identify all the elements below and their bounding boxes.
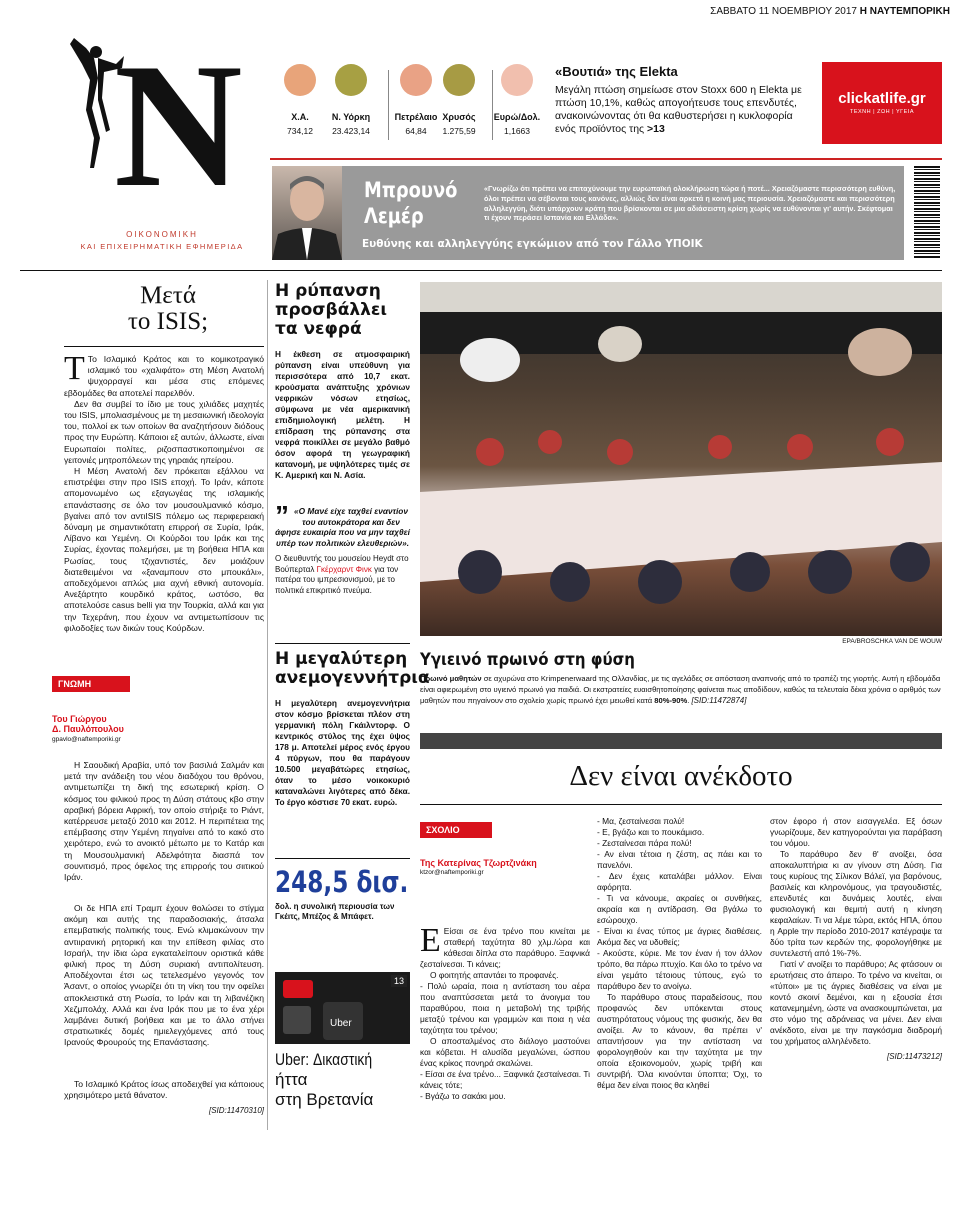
uber-title-1: Uber: Δικαστική	[275, 1050, 373, 1069]
pollution-story	[275, 282, 410, 481]
uber-title-2: ήττα	[275, 1070, 308, 1089]
quote-mark-icon: ”	[275, 500, 289, 531]
market-value: 1.275,59	[442, 126, 476, 136]
paper-name: Η ΝΑΥΤΕΜΠΟΡΙΚΗ	[859, 6, 950, 17]
comment-p: - Αν είναι τέτοια η ζέστη, ας πάει και το πανελόνι.	[597, 849, 762, 870]
logo	[62, 26, 262, 259]
date-line	[680, 6, 950, 17]
market-ticker	[265, 60, 550, 144]
comment-p: - Είναι κι ένας τύπος με άγριες διαθέσεις. Ακόμα δες να υδυθείς;	[597, 926, 762, 947]
uber-photo[interactable]	[275, 972, 410, 1044]
clickatlife-ad[interactable]	[822, 62, 942, 144]
phone-apps-icon	[275, 972, 410, 1044]
photo-caption-text: σε αχυρώνα στο Krimpenerwaard της Ολλανδίας, με τις αγελάδες σε απόσταση αναπνοής από το τραπέζι της γιορτής. Αυτή η εβδομάδα είναι αφιερωμένη στο υγιεινό πρωινό για παιδιά. Οι εκστρατείες ευαισθητοποίησης φαίνεται πως αποδίδουν, καθώς τα τελευταία δέκα χρόνια ο αριθμός των μαθητών που πηγαίνουν στο σχολείο χωρίς πρωινό έχει μειωθεί κατά	[420, 674, 941, 705]
opinion-body-bottom	[64, 760, 264, 1117]
logo-subtitle-2: ΚΑΙ ΕΠΙΧΕΙΡΗΜΑΤΙΚΗ ΕΦΗΜΕΡΙΔΑ	[80, 242, 244, 251]
comment-p: - Μα, ζεσταίνεσαι πολύ!	[597, 816, 685, 826]
opinion-p6: Το Ισλαμικό Κράτος ίσως αποδειχθεί για κάποιους χρησιμότερο μετά θάνατον.	[64, 1079, 264, 1101]
comment-p: Είσαι σε ένα τρένο που κινείται με σταθερή ταχύτητα 80 χλμ./ώρα και κάθεσαι δίπλα στο παράθυρο. Ξαφνικά ζεσταίνεσαι. Τι κάνεις;	[420, 926, 590, 969]
photo-caption-bold-2: 80%-90%	[654, 696, 688, 705]
top-story	[555, 64, 810, 136]
market-name: Ευρώ/Δολ.	[493, 112, 541, 122]
fink-quote	[275, 500, 410, 596]
interview-quote: «Γνωρίζω ότι πρέπει να επιταχύνουμε την ευρωπαϊκή ολοκλήρωση τώρα ή ποτέ... Χρειαζόμαστε περισσότερη ευθύνη, όλοι πρέπει να σέβονται τους κανόνες, αλλιώς δεν είναι αρκετά η κοινή μας περιουσία. Χρειαζόμαστε και περισσότερη αλληλεγγύη, διότι υπάρχουν κράτη που βρίσκονται σε μια αδιάσειστη κρίση χωρίς να ευθύνονται γι' αυτήν. Σκέφτομαι τι έχουν περάσει Ισπανία και Ελλάδα».	[484, 184, 896, 223]
top-story-body	[555, 84, 810, 136]
comment-p: - Τι να κάνουμε, ακραίες οι συνθήκες, ακραία και η αντίδραση. Θα βγάλω το εσώρουχο.	[597, 893, 762, 925]
photo-caption-bold: Πρωινό μαθητών	[420, 674, 482, 683]
interview-name-2: Λεμέρ	[364, 204, 424, 228]
photo-title: Υγιεινό πρωινό στη φύση	[420, 650, 635, 670]
comment-p: - Ζεσταίνεσαι πάρα πολύ!	[597, 838, 692, 848]
uber-headline[interactable]	[275, 1050, 410, 1110]
comment-p: Ο φοιτητής απαντάει το προφανές.	[430, 970, 559, 980]
opinion-sid: [SID:11470310]	[208, 1106, 264, 1116]
svg-text:Uber: Uber	[330, 1018, 352, 1029]
comment-p: - Δεν έχεις καταλάβει μάλλον. Είναι αφόρητα.	[597, 871, 762, 892]
up-arrow-icon	[501, 64, 533, 96]
comment-p: - Είσαι σε ένα τρένο... Ξαφνικά ζεσταίνεσαι. Τι κάνεις τότε;	[420, 1069, 590, 1090]
market-name: Χρυσός	[442, 112, 476, 122]
opinion-author-2: Δ. Παυλόπουλου	[52, 724, 124, 734]
uber-title-3: στη Βρετανία	[275, 1090, 374, 1109]
photo-caption: Πρωινό μαθητών σε αχυρώνα στο Krimpenerwaard της Ολλανδίας, με τις αγελάδες σε απόσταση αναπνοής από το τραπέζι της γιορτής. Αυτή η εβδομάδα είναι αφιερωμένη στο υγιεινό πρωινό για παιδιά. Οι εκστρατείες ευαισθητοποίησης φαίνεται πως αποδίδουν, καθώς τα τελευταία δέκα χρόνια ο αριθμός των μαθητών που πηγαίνουν στο σχολείο χωρίς πρωινό έχει μειωθεί κατά 80%-90%. [SID:11472874]	[420, 674, 941, 705]
comment-label: ΣΧΟΛΙΟ	[420, 822, 492, 838]
interview-banner	[272, 166, 904, 260]
wealth-box	[275, 866, 410, 922]
comment-p: - Ε, βγάζω και το πουκάμισο.	[597, 827, 705, 837]
pollution-body: Η έκθεση σε ατμοσφαιρική ρύπανση είναι υπεύθυνη για περισσότερα από 10,7 εκατ. κρούσματα ανάπτυξης χρόνιων νεφρικών νόσων ετησίως, σύμφωνα με νέα αμερικανική επιδημιολογική μελέτη. Η επίδραση της ρύπανσης στα νεφρά ποικίλλει σε μεγάλο βαθμό όσον αφορά τη γεωγραφική κατανομή, με υψηλότερες τιμές σε Κ. Αμερική και Ν. Ασία.	[275, 349, 410, 480]
market-value: 1,1663	[504, 126, 530, 136]
uber-badge[interactable]: 13	[391, 975, 407, 987]
top-story-ref[interactable]: >13	[647, 123, 665, 135]
barn-scene-icon	[420, 282, 942, 636]
opinion-p4: Η Σαουδική Αραβία, υπό τον βασιλιά Σαλμάν και μετά την ανάδειξη του νέου διαδόχου του θρόνου, αντιμετωπίζει τη δική της εσωτερική κρίση. Ο κόσμος του φιλικού προς τη Δύση στάτους κβο στην αραβική βόρεια Αφρική, τον οποίο στήριξε το Ριάντ, κατέρρευσε μεταξύ 2010 και 2012. Η περιπέτεια της επέμβασης στην Υεμένη πηγαίνει από το κακό στο χειρότερο, ενώ το ανοικτό μέτωπο με το Κατάρ και τη Μουσουλμανική Αδελφότητα διασπά τον σουνιτισμό, προς όφελος της επιρροής του σιιτικού Ιράν.	[64, 760, 264, 883]
opinion-title-2: το ISIS;	[127, 308, 209, 335]
fink-caption-pre: Ο διευθυντής του μουσείου Heydt στο Βούπερταλ	[275, 554, 409, 574]
comment-rule	[420, 804, 942, 805]
down-arrow-icon	[443, 64, 475, 96]
market-name: Ν. Υόρκη	[331, 112, 371, 122]
photo-sid: [SID:11472874]	[691, 696, 747, 705]
opinion-label-box	[52, 676, 130, 743]
date-text: ΣΑΒΒΑΤΟ 11 ΝΟΕΜΒΡΙΟΥ 2017	[710, 6, 857, 17]
mid-rule-2	[275, 858, 410, 859]
down-arrow-icon	[335, 64, 367, 96]
comment-p: Ο αποσταλμένος στο διάλογο μαστούνει και κόβεται. Η αλυσίδα μεγαλώνει, ώσπου ένας κρίκος πονηρά σκαλώνει.	[420, 1036, 590, 1068]
fink-quote-text: «Ο Μανέ είχε ταχθεί εναντίον του αυτοκράτορα και δεν άφησε ευκαιρία που να μην ταχθεί υπέρ των πολιτικών ελευθεριών».	[275, 506, 410, 548]
comment-dropcap: Ε	[420, 922, 441, 959]
opinion-body-top	[64, 350, 264, 666]
ad-tagline: ΤΕΧΝΗ | ΖΩΗ | ΥΓΕΙΑ	[849, 109, 915, 115]
market-name: Πετρέλαιο	[394, 112, 438, 122]
mid-rule	[275, 643, 410, 644]
market-name: Χ.Α.	[291, 112, 309, 122]
comment-email[interactable]: ktzor@naftemporiki.gr	[420, 869, 484, 876]
opinion-author-1: Του Γιώργου	[52, 714, 107, 724]
opinion-email[interactable]: gpavlo@naftemporiki.gr	[52, 736, 121, 743]
market-value: 64,84	[405, 126, 427, 136]
top-story-text: Μεγάλη πτώση σημείωσε στον Stoxx 600 η Elekta με πτώση 10,1%, καθώς απογοήτευσε τους επενδυτές, ανακοινώνοντας ότι θα καθυστερήσει η κυκλοφορία ενός προϊόντος της	[555, 84, 802, 135]
pollution-title: Η ρύπανση προσβάλλει τα νεφρά	[275, 281, 387, 339]
comment-col-2	[597, 816, 762, 1091]
comment-p: στον έφορο ή στον εισαγγελέα. Εξ όσων γνωρίζουμε, δεν κατηγορούνται για παράβαση του νόμου.	[770, 816, 942, 848]
comment-band	[420, 733, 942, 749]
comment-p: Το παράθυρο στους παραδείσους, που προφανώς δεν υπόκεινται στους αυστηρότατους νόμους της φυσικής, δεν θα ανοίξει. Αν το κάνουν, θα πρέπει ν' απαντήσουν για την αντίσταση να φορολογηθούν και την ταχύτητα με την οποία εξοικονομούν, χωρίς τριβή και συντριβή. Όλα κινούνται ύποπτα; Όχι, το θέμα δεν είναι ποιος θα κληθεί	[597, 992, 762, 1090]
barcode	[914, 166, 940, 258]
opinion-p5: Οι δε ΗΠΑ επί Τραμπ έχουν θολώσει το στίγμα ακόμη και αυτής της παραδοσιακής, άτσαλα επεμβατικής πολιτικής τους. Ενώ κλιμακώνουν την αντιιρανική ρητορική και την επίθεση φιλίας στο Ισραήλ, την ίδια ώρα εγκαταλείπουν οριστικά κάθε φιλική προς τη Δύση συριακή αντιπολίτευση. Αποδέχονται έτσι ως τετελεσμένο γεγονός τον Άσαντ, ο οποίος γνωρίζει ότι τη νίκη του την οφείλει αποκλειστικά στη Ρωσία, το Ιράν και τη λιβανέζικη Χεζμπολάχ. Αλλά και ένα Ιράκ που με το ένα χέρι λαμβάνει δυτική βοήθεια και με το άλλο στήνει στρατιωτικές δομές ημιελεγχόμενες από τους Ιρανούς Φρουρούς της Επανάστασης.	[64, 903, 264, 1048]
opinion-title-1: Μετά	[140, 282, 196, 309]
opinion-p1: Το Ισλαμικό Κράτος και το κομικοτραγικό ισλαμικό του «χαλιφάτο» στη Μέση Ανατολή ψυχορραγεί και μέσα στις επόμενες εβδομάδες θα αποτελεί παρελθόν.	[64, 354, 264, 398]
opinion-rule	[64, 346, 264, 347]
market-value: 734,12	[287, 126, 313, 136]
fink-caption	[275, 554, 410, 596]
interview-photo	[272, 166, 342, 260]
comment-col-3	[770, 816, 942, 1062]
portrait-icon	[272, 166, 342, 260]
section-rule	[20, 270, 942, 271]
logo-subtitle-1: ΟΙΚΟΝΟΜΙΚΗ	[126, 230, 198, 239]
masthead-rule	[270, 158, 942, 160]
interview-name-1: Μπρουνό	[364, 178, 458, 202]
wind-story	[275, 649, 430, 808]
photo-credit: EPA/BROSCHKA VAN DE WOUW	[842, 638, 942, 645]
comment-p: Το παράθυρο δεν θ' ανοίξει, όσα αποκαλυπτήρια κι αν γίνουν στη Δύση. Για τους κυρίους της Σίλικον Βάλεϊ, για βαρόνους, βασιλείς και κληρονόμους, για τραγουδιστές, επενδυτές και δυνάμεις λουτές, είναι φυσιολογική και θεμιτή αυτή η κίνηση κεφαλαίων. Τι να λέμε τώρα, εκτός ΗΠΑ, όπου η Apple την περίοδο 2010-2017 κατέγραψε τα δύο τρίτα των κερδών της, φορολογήθηκε με συντελεστή από 1%-7%.	[770, 849, 942, 958]
comment-sid: [SID:11473212]	[886, 1052, 942, 1061]
comment-p: Γιατί ν' ανοίξει το παράθυρο; Ας φτάσουν οι ερωτήσεις στο άπειρο. Το τρένο να κινείται, οι «τύποι» με τις άγριες διαθέσεις να είναι με κοντό σκοινί δεμένοι, και η εξουσία έτσι κατανεμημένη, ώστε να ανασκουμπώνεται, μα στο νόμο της αδράνειας να μένει. Δεν είναι ανέκδοτο, είναι με την παγκόσμια διαδρομή του χρήματος αλληλένδετο.	[770, 959, 942, 1046]
breakfast-photo	[420, 282, 942, 636]
wealth-figure: 248,5 δισ.	[275, 865, 409, 899]
comment-p: - Ακούστε, κύριε. Με τον έναν ή τον άλλον τρόπο, θα πάρω πτυχίο. Και όλο το τρένο να είναι γεμάτο τέτοιους τύπους, εγώ το παράθυρο δεν το ανοίγω.	[597, 948, 763, 991]
logo-letter: N	[114, 26, 243, 224]
opinion-label: ΓΝΩΜΗ	[52, 676, 130, 692]
comment-author: Της Κατερίνας Τζωρτζινάκη	[420, 858, 537, 868]
dropcap: Τ	[64, 350, 85, 387]
fink-caption-name: Γκέρχαρντ Φινκ	[316, 564, 372, 574]
opinion-p3: Η Μέση Ανατολή δεν πρόκειται εξάλλου να επιστρέψει στην προ ISIS εποχή. Το Ιράν, κάποτε απομονωμένο ως εξαγωγέας της ισλαμικής επανάστασης σε όλο τον μουσουλμανικό κόσμο, βγαίνει από τον αντιISIS πόλεμο ως περιφερειακή δύναμη με σημαντικότατη επιρροή σε Συρία, Ιράκ, Λίβανο και Υεμένη. Οι Κούρδοι του Ιράκ και της Συρίας, έχοντας πολεμήσει, με τη βοήθεια ΗΠΑ και Ρωσίας, τους τζιχαντιστές, δεν μοιάζουν διατεθειμένοι να «ξαναμπουν στο μπουκάλι», αποδεχόμενοι απλώς μια αχνή εθνική αυτονομία. Ανεξάρτητο κουρδικό κράτος, ωστόσο, θα αποτελούσε casus belli για την Τουρκία, αλλά και για την Τεχεράνη, που έχουν να αντιμετωπίσουν τις φιλοδοξίες των δικών τους Κούρδων.	[64, 466, 264, 633]
market-value: 23.423,14	[332, 126, 370, 136]
wind-title: Η μεγαλύτερη ανεμογεννήτρια	[275, 649, 430, 688]
comment-col-1	[420, 922, 590, 1102]
up-arrow-icon	[400, 64, 432, 96]
wealth-caption: δολ. η συνολική περιουσία των Γκέιτς, Μπέζος & Μπάφετ.	[275, 902, 395, 921]
comment-p: - Βγάζω το σακάκι μου.	[420, 1091, 506, 1101]
comment-title: Δεν είναι ανέκδοτο	[569, 760, 793, 792]
wind-body: Η μεγαλύτερη ανεμογεννήτρια στον κόσμο βρίσκεται πλέον στη γερμανική πόλη Γκάιλντορφ. Ο κεντρικός στύλος της έχει ύψος 178 μ. Αποτελεί μέρος ενός έργου 4 πύργων, που θα παράγουν 10.500 μεγαβάτώρες ετησίως, όταν το μέσο νοικοκυριό καταναλώνει λιγότερες από δέκα. Το έργο κόστισε 70 εκατ. ευρώ.	[275, 698, 410, 807]
col-divider	[267, 280, 268, 1130]
ad-brand: clickatlife.gr	[838, 90, 926, 107]
opinion-p2: Δεν θα συμβεί το ίδιο με τους χιλιάδες μαχητές του ISIS, μπολιασμένους με τη μεσαιωνική ιδεολογία του, πολλοί εκ των οποίων θα αναζητήσουν διόδους προς την Ευρώπη. Κάποιοι εξ αυτών, άλλωστε, είναι Ευρωπαίοι πολίτες, ριζοσπαστικοποιημένοι σε γειτονιές μητροπόλεων της γηραιάς ηπείρου.	[64, 398, 264, 465]
fink-caption-post: για τον πατέρα του ιμπρεσιονισμού, με το πολιτικά επικριτικό πνεύμα.	[275, 564, 399, 595]
top-story-title: «Βουτιά» της Elekta	[555, 64, 678, 79]
comment-label-box	[420, 822, 585, 876]
interview-subtitle: Ευθύνης και αλληλεγγύης εγκώμιον από τον Γάλλο ΥΠΟΙΚ	[362, 238, 703, 250]
comment-p: - Πολύ ωραία, ποια η αντίσταση του αέρα που αναπτύσσεται μετά το άνοιγμα του παραθύρου, ποια η μεταβολή της τριβής μεταξύ τρένου και γραμμών και ποια η νέα ταχύτητα του τρένου;	[420, 981, 590, 1035]
up-arrow-icon	[284, 64, 316, 96]
